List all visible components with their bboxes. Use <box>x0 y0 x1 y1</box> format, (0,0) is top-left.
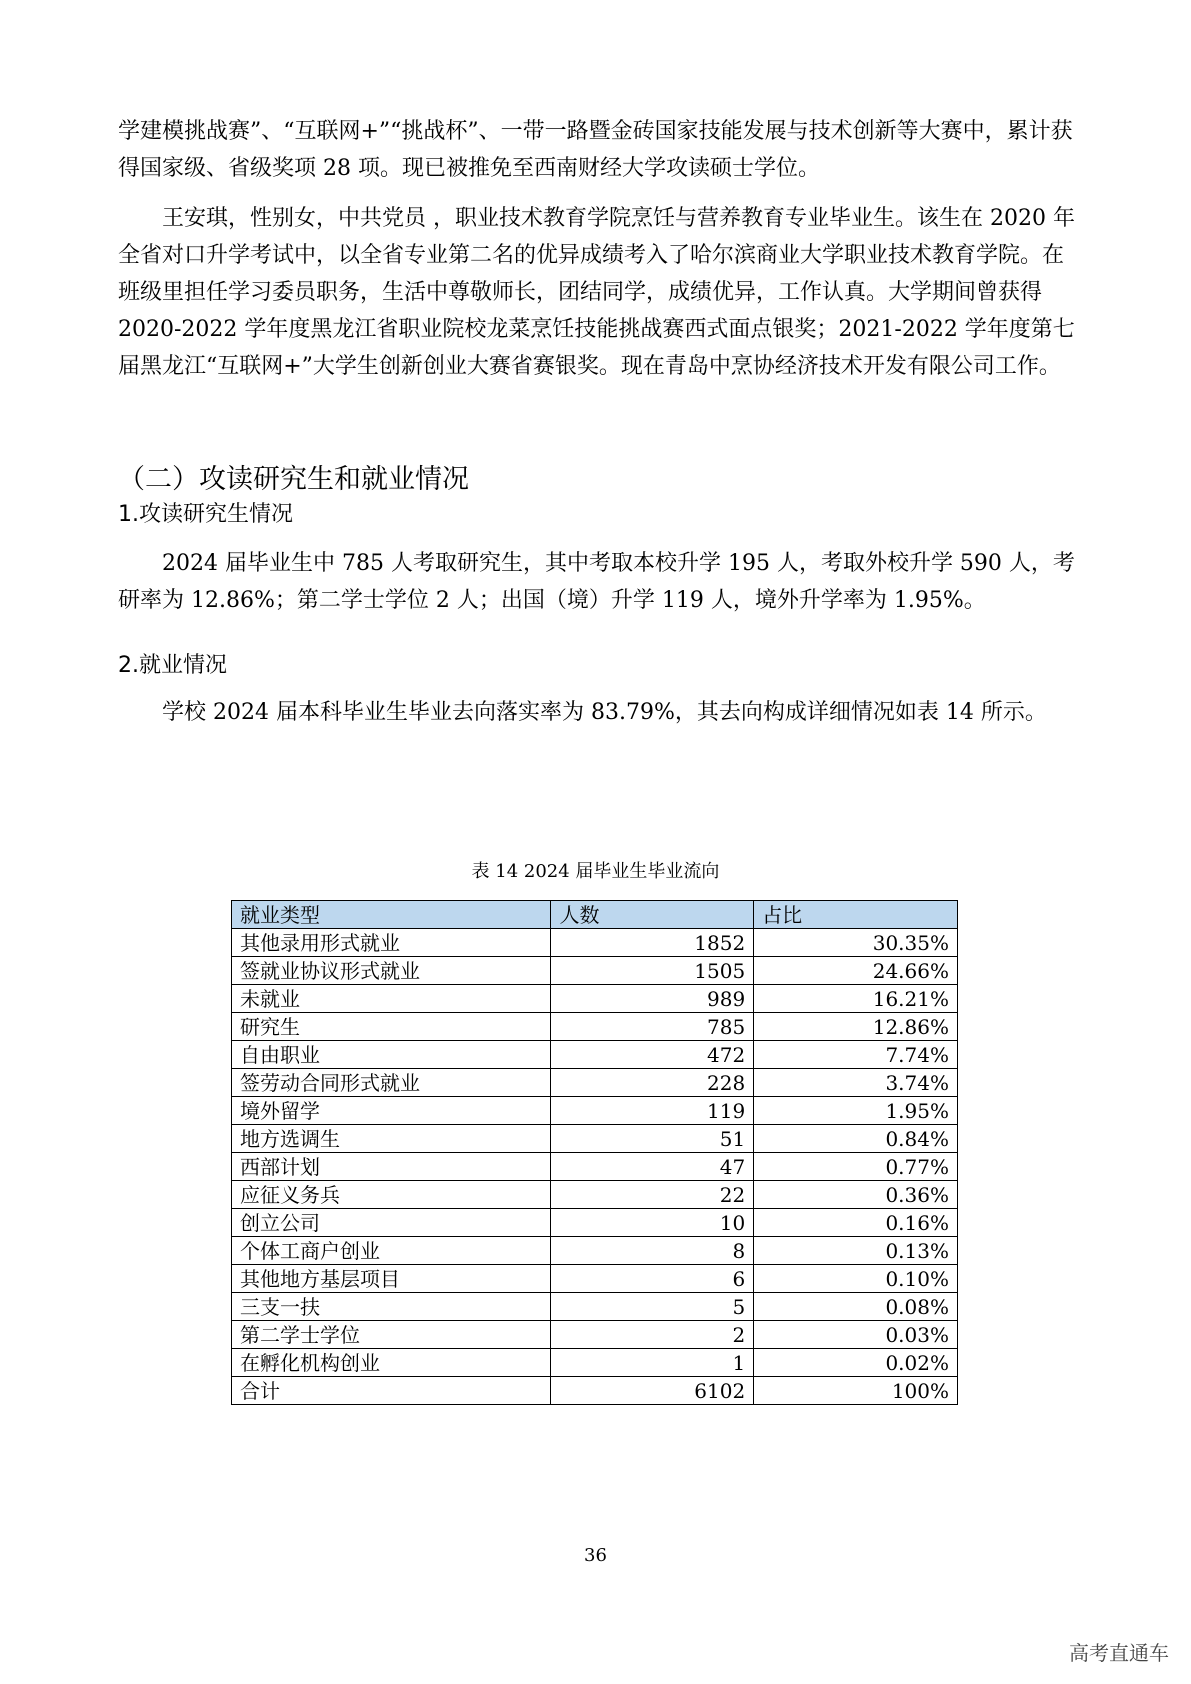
cell-type: 创立公司 <box>232 1209 551 1237</box>
cell-type: 第二学士学位 <box>232 1321 551 1349</box>
cell-ratio: 0.02% <box>754 1349 958 1377</box>
cell-ratio: 0.77% <box>754 1153 958 1181</box>
table-row <box>232 929 958 957</box>
cell-type: 西部计划 <box>232 1153 551 1181</box>
table-row <box>232 985 958 1013</box>
column-header-count: 人数 <box>551 901 754 929</box>
cell-ratio: 0.16% <box>754 1209 958 1237</box>
table-row <box>232 1321 958 1349</box>
graduate-destination-table <box>231 900 958 1405</box>
cell-ratio: 0.03% <box>754 1321 958 1349</box>
cell-type: 三支一扶 <box>232 1293 551 1321</box>
cell-count: 472 <box>551 1041 754 1069</box>
cell-type: 合计 <box>232 1377 551 1405</box>
cell-type: 在孵化机构创业 <box>232 1349 551 1377</box>
cell-count: 1852 <box>551 929 754 957</box>
cell-count: 785 <box>551 1013 754 1041</box>
cell-count: 989 <box>551 985 754 1013</box>
cell-ratio: 16.21% <box>754 985 958 1013</box>
paragraph-employment: 学校 2024 届本科毕业生毕业去向落实率为 83.79%，其去向构成详细情况如表 14 所示。 <box>162 700 1047 725</box>
cell-count: 6 <box>551 1265 754 1293</box>
cell-type: 未就业 <box>232 985 551 1013</box>
cell-type: 其他地方基层项目 <box>232 1265 551 1293</box>
table-row <box>232 1125 958 1153</box>
table-row <box>232 1013 958 1041</box>
cell-count: 22 <box>551 1181 754 1209</box>
cell-type: 签劳动合同形式就业 <box>232 1069 551 1097</box>
cell-ratio: 0.13% <box>754 1237 958 1265</box>
cell-ratio: 12.86% <box>754 1013 958 1041</box>
cell-ratio: 3.74% <box>754 1069 958 1097</box>
table-caption: 表 14 2024 届毕业生毕业流向 <box>471 861 720 882</box>
cell-type: 地方选调生 <box>232 1125 551 1153</box>
cell-ratio: 0.10% <box>754 1265 958 1293</box>
paragraph-graduate-study: 2024 届毕业生中 785 人考取研究生，其中考取本校升学 195 人，考取外校升学 590 人，考研率为 12.86%；第二学士学位 2 人；出国（境）升学 119 人，境外升学率为 1.95%。 <box>118 551 1075 613</box>
table-row <box>232 1153 958 1181</box>
cell-count: 47 <box>551 1153 754 1181</box>
cell-ratio: 24.66% <box>754 957 958 985</box>
cell-ratio: 0.84% <box>754 1125 958 1153</box>
cell-ratio: 30.35% <box>754 929 958 957</box>
paragraph-continuation: 学建模挑战赛”、“互联网+”“挑战杯”、一带一路暨金砖国家技能发展与技术创新等大赛中，累计获得国家级、省级奖项 28 项。现已被推免至西南财经大学攻读硕士学位。 <box>118 119 1073 181</box>
cell-type: 其他录用形式就业 <box>232 929 551 957</box>
cell-ratio: 100% <box>754 1377 958 1405</box>
table-row <box>232 1293 958 1321</box>
column-header-ratio: 占比 <box>754 901 958 929</box>
table-row <box>232 1237 958 1265</box>
table-row <box>232 1181 958 1209</box>
cell-ratio: 0.36% <box>754 1181 958 1209</box>
table-row <box>232 1069 958 1097</box>
page-number: 36 <box>584 1545 607 1566</box>
cell-count: 1 <box>551 1349 754 1377</box>
cell-type: 自由职业 <box>232 1041 551 1069</box>
cell-type: 应征义务兵 <box>232 1181 551 1209</box>
cell-ratio: 0.08% <box>754 1293 958 1321</box>
paragraph-student-profile: 王安琪，性别女，中共党员 ，职业技术教育学院烹饪与营养教育专业毕业生。该生在 2020 年全省对口升学考试中，以全省专业第二名的优异成绩考入了哈尔滨商业大学职业技术教育学院。在班级里担任学习委员职务，生活中尊敬师长，团结同学，成绩优异，工作认真。大学期间曾获得 2020-2022 学年度黑龙江省职业院校龙菜烹饪技能挑战赛西式面点银奖；2021-2022 学年度第七届黑龙江“互联网+”大学生创新创业大赛省赛银奖。现在青岛中烹协经济技术开发有限公司工作。 <box>118 206 1075 379</box>
column-header-type: 就业类型 <box>232 901 551 929</box>
cell-count: 10 <box>551 1209 754 1237</box>
cell-type: 研究生 <box>232 1013 551 1041</box>
table-header-row <box>232 901 958 929</box>
cell-count: 2 <box>551 1321 754 1349</box>
table-row <box>232 957 958 985</box>
cell-ratio: 1.95% <box>754 1097 958 1125</box>
subheading-graduate-study: 1.攻读研究生情况 <box>118 502 293 527</box>
subheading-employment: 2.就业情况 <box>118 653 227 678</box>
table-row <box>232 1349 958 1377</box>
cell-type: 签就业协议形式就业 <box>232 957 551 985</box>
watermark-logo-text: 高考直通车 <box>1069 1641 1169 1665</box>
table-row <box>232 1209 958 1237</box>
table-row <box>232 1097 958 1125</box>
cell-ratio: 7.74% <box>754 1041 958 1069</box>
cell-count: 8 <box>551 1237 754 1265</box>
cell-count: 51 <box>551 1125 754 1153</box>
cell-type: 境外留学 <box>232 1097 551 1125</box>
table-row <box>232 1265 958 1293</box>
cell-count: 228 <box>551 1069 754 1097</box>
section-heading: （二）攻读研究生和就业情况 <box>118 464 469 495</box>
cell-count: 119 <box>551 1097 754 1125</box>
table-total-row <box>232 1377 958 1405</box>
cell-count: 1505 <box>551 957 754 985</box>
cell-type: 个体工商户创业 <box>232 1237 551 1265</box>
cell-count: 5 <box>551 1293 754 1321</box>
cell-count: 6102 <box>551 1377 754 1405</box>
table-row <box>232 1041 958 1069</box>
